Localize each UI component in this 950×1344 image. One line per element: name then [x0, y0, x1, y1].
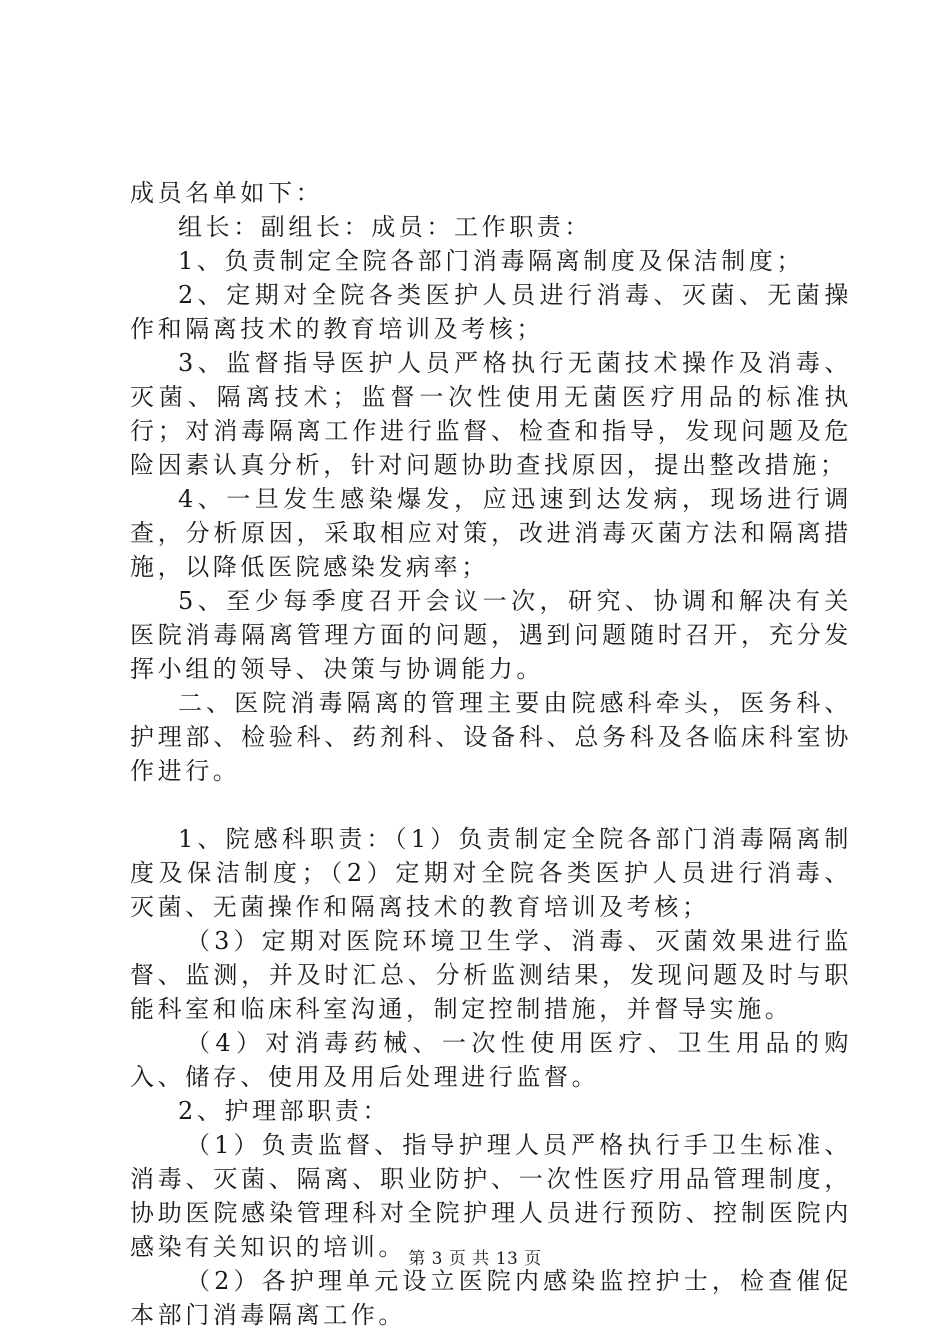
paragraph-infection-dept-item-4: （4）对消毒药械、一次性使用医疗、卫生用品的购入、储存、使用及用后处理进行监督。 — [130, 1029, 852, 1091]
paragraph-member-list-intro: 成员名单如下： — [130, 179, 324, 207]
paragraph-roles: 组长：副组长：成员：工作职责： — [178, 213, 592, 241]
paragraph-duty-2: 2、定期对全院各类医护人员进行消毒、灭菌、无菌操作和隔离技术的教育培训及考核； — [130, 281, 852, 343]
paragraph-section-two: 二、医院消毒隔离的管理主要由院感科牵头，医务科、护理部、检验科、药剂科、设备科、总务科及各临床科室协作进行。 — [130, 689, 852, 785]
page-number-footer: 第 3 页 共 13 页 — [408, 1249, 542, 1269]
paragraph-infection-dept-duties: 1、院感科职责：（1）负责制定全院各部门消毒隔离制度及保洁制度；（2）定期对全院各类医护人员进行消毒、灭菌、无菌操作和隔离技术的教育培训及考核； — [130, 825, 852, 921]
document-body — [130, 176, 852, 1332]
paragraph-nursing-dept-heading: 2、护理部职责： — [178, 1097, 391, 1125]
paragraph-nursing-dept-item-1: （1）负责监督、指导护理人员严格执行手卫生标准、消毒、灭菌、隔离、职业防护、一次性医疗用品管理制度，协助医院感染管理科对全院护理人员进行预防、控制医院内感染有关知识的培训。 — [130, 1131, 852, 1261]
paragraph-spacer — [130, 788, 852, 822]
paragraph-duty-4: 4、一旦发生感染爆发，应迅速到达发病，现场进行调查，分析原因，采取相应对策，改进消毒灭菌方法和隔离措施，以降低医院感染发病率； — [130, 485, 852, 581]
paragraph-duty-5: 5、至少每季度召开会议一次，研究、协调和解决有关医院消毒隔离管理方面的问题，遇到问题随时召开，充分发挥小组的领导、决策与协调能力。 — [130, 587, 852, 683]
paragraph-nursing-dept-item-2: （2）各护理单元设立医院内感染监控护士，检查催促本部门消毒隔离工作。 — [130, 1267, 852, 1329]
paragraph-duty-1: 1、负责制定全院各部门消毒隔离制度及保洁制度； — [178, 247, 805, 275]
paragraph-duty-3: 3、监督指导医护人员严格执行无菌技术操作及消毒、灭菌、隔离技术；监督一次性使用无菌医疗用品的标准执行；对消毒隔离工作进行监督、检查和指导，发现问题及危险因素认真分析，针对问题协助查找原因，提出整改措施； — [130, 349, 852, 479]
paragraph-infection-dept-item-3: （3）定期对医院环境卫生学、消毒、灭菌效果进行监督、监测，并及时汇总、分析监测结果，发现问题及时与职能科室和临床科室沟通，制定控制措施，并督导实施。 — [130, 927, 852, 1023]
